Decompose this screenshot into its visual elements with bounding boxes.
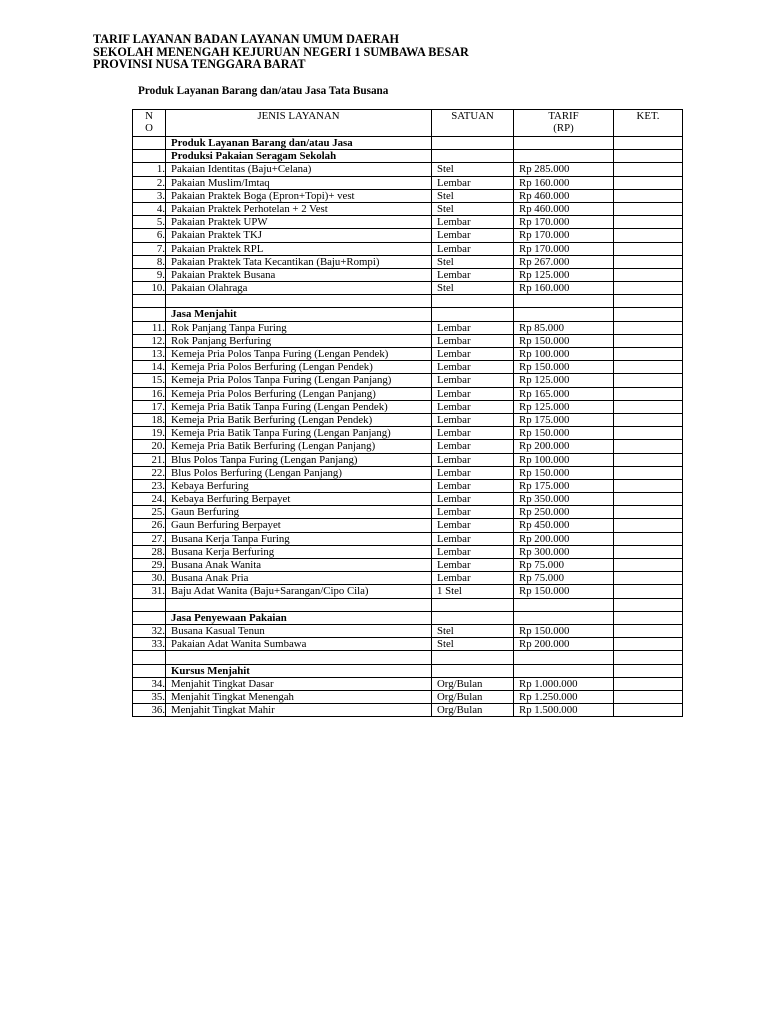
row-tarif: Rp 285.000 <box>514 163 614 176</box>
row-number: 30. <box>133 572 166 585</box>
table-row <box>133 282 683 295</box>
row-number: 13. <box>133 348 166 361</box>
row-tarif: Rp 170.000 <box>514 242 614 255</box>
row-jenis-layanan: Kemeja Pria Polos Berfuring (Lengan Pendek) <box>166 361 432 374</box>
row-number: 31. <box>133 585 166 598</box>
blank-cell <box>432 295 514 308</box>
row-number: 20. <box>133 440 166 453</box>
row-number: 4. <box>133 202 166 215</box>
row-jenis-layanan: Pakaian Adat Wanita Sumbawa <box>166 638 432 651</box>
row-tarif: Rp 450.000 <box>514 519 614 532</box>
row-number: 1. <box>133 163 166 176</box>
row-jenis-layanan: Menjahit Tingkat Menengah <box>166 690 432 703</box>
row-ket <box>614 202 683 215</box>
column-header-no: N O <box>133 110 166 137</box>
row-satuan: Org/Bulan <box>432 677 514 690</box>
header-line-2: SEKOLAH MENENGAH KEJURUAN NEGERI 1 SUMBAWA BESAR <box>93 44 469 59</box>
row-number <box>133 664 166 677</box>
row-satuan <box>432 137 514 150</box>
row-satuan: Org/Bulan <box>432 690 514 703</box>
row-ket <box>614 638 683 651</box>
row-tarif: Rp 125.000 <box>514 400 614 413</box>
table-row <box>133 704 683 717</box>
table-row <box>133 479 683 492</box>
row-ket <box>614 268 683 281</box>
row-number <box>133 150 166 163</box>
row-jenis-layanan: Blus Polos Berfuring (Lengan Panjang) <box>166 466 432 479</box>
row-jenis-layanan: Pakaian Praktek Perhotelan + 2 Vest <box>166 202 432 215</box>
row-jenis-layanan: Kemeja Pria Batik Berfuring (Lengan Pendek) <box>166 413 432 426</box>
section-row <box>133 137 683 150</box>
row-number <box>133 611 166 624</box>
row-satuan: Lembar <box>432 545 514 558</box>
row-tarif: Rp 100.000 <box>514 348 614 361</box>
row-satuan: Lembar <box>432 440 514 453</box>
row-ket <box>614 374 683 387</box>
row-tarif: Rp 1.250.000 <box>514 690 614 703</box>
section-title: Produksi Pakaian Seragam Sekolah <box>166 150 432 163</box>
blank-cell <box>432 598 514 611</box>
row-tarif: Rp 160.000 <box>514 282 614 295</box>
row-tarif <box>514 308 614 321</box>
header-line-3: PROVINSI NUSA TENGGARA BARAT <box>93 57 306 71</box>
row-jenis-layanan: Menjahit Tingkat Dasar <box>166 677 432 690</box>
row-number: 5. <box>133 216 166 229</box>
row-satuan: Lembar <box>432 321 514 334</box>
row-tarif: Rp 460.000 <box>514 202 614 215</box>
row-jenis-layanan: Kemeja Pria Polos Tanpa Furing (Lengan Panjang) <box>166 374 432 387</box>
blank-cell <box>133 651 166 664</box>
row-jenis-layanan: Gaun Berfuring <box>166 506 432 519</box>
blank-cell <box>514 295 614 308</box>
row-ket <box>614 321 683 334</box>
row-jenis-layanan: Menjahit Tingkat Mahir <box>166 704 432 717</box>
row-ket <box>614 150 683 163</box>
table-row <box>133 189 683 202</box>
row-tarif <box>514 664 614 677</box>
row-ket <box>614 532 683 545</box>
blank-cell <box>432 651 514 664</box>
row-tarif: Rp 150.000 <box>514 585 614 598</box>
row-jenis-layanan: Pakaian Identitas (Baju+Celana) <box>166 163 432 176</box>
row-jenis-layanan: Pakaian Praktek Tata Kecantikan (Baju+Rompi) <box>166 255 432 268</box>
blank-cell <box>614 651 683 664</box>
row-satuan: Stel <box>432 624 514 637</box>
table-row <box>133 255 683 268</box>
row-number: 14. <box>133 361 166 374</box>
blank-cell <box>166 295 432 308</box>
row-tarif: Rp 85.000 <box>514 321 614 334</box>
row-number: 28. <box>133 545 166 558</box>
row-tarif: Rp 100.000 <box>514 453 614 466</box>
row-tarif: Rp 150.000 <box>514 361 614 374</box>
row-number: 26. <box>133 519 166 532</box>
row-tarif: Rp 160.000 <box>514 176 614 189</box>
row-number: 8. <box>133 255 166 268</box>
blank-row <box>133 651 683 664</box>
table-row <box>133 638 683 651</box>
row-tarif: Rp 175.000 <box>514 479 614 492</box>
row-jenis-layanan: Baju Adat Wanita (Baju+Sarangan/Cipo Cila) <box>166 585 432 598</box>
row-ket <box>614 493 683 506</box>
row-ket <box>614 690 683 703</box>
row-tarif: Rp 75.000 <box>514 572 614 585</box>
blank-cell <box>614 295 683 308</box>
row-satuan: Lembar <box>432 387 514 400</box>
table-subtitle: Produk Layanan Barang dan/atau Jasa Tata Busana <box>138 85 389 97</box>
table-row <box>133 427 683 440</box>
table-row <box>133 387 683 400</box>
column-header-jenis: JENIS LAYANAN <box>166 110 432 137</box>
section-row <box>133 150 683 163</box>
row-satuan: Lembar <box>432 532 514 545</box>
row-ket <box>614 137 683 150</box>
row-number: 35. <box>133 690 166 703</box>
row-jenis-layanan: Kemeja Pria Polos Tanpa Furing (Lengan Pendek) <box>166 348 432 361</box>
row-tarif: Rp 125.000 <box>514 268 614 281</box>
table-row <box>133 572 683 585</box>
row-ket <box>614 400 683 413</box>
row-number: 7. <box>133 242 166 255</box>
row-number <box>133 137 166 150</box>
row-tarif: Rp 200.000 <box>514 532 614 545</box>
table-row <box>133 400 683 413</box>
row-satuan: Lembar <box>432 479 514 492</box>
row-jenis-layanan: Busana Kasual Tenun <box>166 624 432 637</box>
row-jenis-layanan: Busana Anak Pria <box>166 572 432 585</box>
column-header-tarif: TARIF (RP) <box>514 110 614 137</box>
row-number: 2. <box>133 176 166 189</box>
table-row <box>133 216 683 229</box>
blank-cell <box>133 295 166 308</box>
tariff-table <box>132 109 683 717</box>
row-number: 21. <box>133 453 166 466</box>
blank-cell <box>514 598 614 611</box>
row-number: 22. <box>133 466 166 479</box>
row-satuan: Lembar <box>432 427 514 440</box>
row-satuan: 1 Stel <box>432 585 514 598</box>
row-number: 6. <box>133 229 166 242</box>
table-row <box>133 202 683 215</box>
table-row <box>133 453 683 466</box>
blank-cell <box>514 651 614 664</box>
row-satuan: Stel <box>432 282 514 295</box>
row-satuan <box>432 308 514 321</box>
table-row <box>133 690 683 703</box>
table-row <box>133 545 683 558</box>
row-ket <box>614 664 683 677</box>
row-satuan <box>432 150 514 163</box>
row-ket <box>614 479 683 492</box>
row-number: 29. <box>133 559 166 572</box>
row-tarif: Rp 267.000 <box>514 255 614 268</box>
table-row <box>133 506 683 519</box>
row-jenis-layanan: Pakaian Muslim/Imtaq <box>166 176 432 189</box>
section-title: Jasa Penyewaan Pakaian <box>166 611 432 624</box>
row-ket <box>614 387 683 400</box>
row-number: 27. <box>133 532 166 545</box>
row-satuan: Lembar <box>432 466 514 479</box>
row-tarif <box>514 611 614 624</box>
table-row <box>133 374 683 387</box>
row-satuan: Lembar <box>432 176 514 189</box>
column-header-ket: KET. <box>614 110 683 137</box>
row-satuan: Lembar <box>432 493 514 506</box>
row-ket <box>614 255 683 268</box>
row-tarif: Rp 200.000 <box>514 440 614 453</box>
section-title: Jasa Menjahit <box>166 308 432 321</box>
row-ket <box>614 506 683 519</box>
row-jenis-layanan: Pakaian Praktek Busana <box>166 268 432 281</box>
row-satuan: Stel <box>432 202 514 215</box>
row-ket <box>614 624 683 637</box>
row-tarif: Rp 150.000 <box>514 624 614 637</box>
row-number: 16. <box>133 387 166 400</box>
table-row <box>133 268 683 281</box>
table-row <box>133 413 683 426</box>
row-tarif: Rp 250.000 <box>514 506 614 519</box>
row-ket <box>614 453 683 466</box>
row-jenis-layanan: Busana Anak Wanita <box>166 559 432 572</box>
row-ket <box>614 559 683 572</box>
row-number: 9. <box>133 268 166 281</box>
row-ket <box>614 361 683 374</box>
row-satuan: Lembar <box>432 216 514 229</box>
row-satuan: Lembar <box>432 361 514 374</box>
row-ket <box>614 572 683 585</box>
row-ket <box>614 176 683 189</box>
row-satuan: Lembar <box>432 413 514 426</box>
blank-cell <box>166 651 432 664</box>
row-jenis-layanan: Busana Kerja Berfuring <box>166 545 432 558</box>
table-row <box>133 677 683 690</box>
row-jenis-layanan: Kemeja Pria Batik Berfuring (Lengan Panjang) <box>166 440 432 453</box>
section-row <box>133 664 683 677</box>
row-satuan: Lembar <box>432 242 514 255</box>
row-satuan: Lembar <box>432 229 514 242</box>
row-ket <box>614 466 683 479</box>
row-tarif <box>514 150 614 163</box>
document-header <box>93 33 469 71</box>
row-jenis-layanan: Pakaian Praktek TKJ <box>166 229 432 242</box>
table-row <box>133 348 683 361</box>
section-row <box>133 611 683 624</box>
row-ket <box>614 427 683 440</box>
section-title: Kursus Menjahit <box>166 664 432 677</box>
row-number: 36. <box>133 704 166 717</box>
row-jenis-layanan: Rok Panjang Berfuring <box>166 334 432 347</box>
row-tarif: Rp 200.000 <box>514 638 614 651</box>
row-tarif: Rp 170.000 <box>514 229 614 242</box>
row-satuan: Lembar <box>432 453 514 466</box>
row-satuan: Org/Bulan <box>432 704 514 717</box>
row-ket <box>614 308 683 321</box>
row-ket <box>614 677 683 690</box>
row-jenis-layanan: Kebaya Berfuring <box>166 479 432 492</box>
row-satuan: Stel <box>432 189 514 202</box>
blank-row <box>133 295 683 308</box>
table-row <box>133 440 683 453</box>
table-row <box>133 585 683 598</box>
row-number: 32. <box>133 624 166 637</box>
blank-cell <box>133 598 166 611</box>
row-satuan: Stel <box>432 638 514 651</box>
row-satuan <box>432 664 514 677</box>
row-number: 19. <box>133 427 166 440</box>
row-satuan: Lembar <box>432 348 514 361</box>
row-ket <box>614 704 683 717</box>
table-row <box>133 624 683 637</box>
row-tarif: Rp 125.000 <box>514 374 614 387</box>
row-ket <box>614 189 683 202</box>
row-jenis-layanan: Rok Panjang Tanpa Furing <box>166 321 432 334</box>
row-ket <box>614 163 683 176</box>
row-ket <box>614 413 683 426</box>
section-title: Produk Layanan Barang dan/atau Jasa <box>166 137 432 150</box>
row-number: 11. <box>133 321 166 334</box>
row-jenis-layanan: Gaun Berfuring Berpayet <box>166 519 432 532</box>
row-satuan: Lembar <box>432 559 514 572</box>
row-ket <box>614 545 683 558</box>
row-ket <box>614 334 683 347</box>
row-jenis-layanan: Kemeja Pria Batik Tanpa Furing (Lengan Panjang) <box>166 427 432 440</box>
table-row <box>133 229 683 242</box>
row-number: 24. <box>133 493 166 506</box>
table-row <box>133 163 683 176</box>
row-number: 25. <box>133 506 166 519</box>
header-line-1: TARIF LAYANAN BADAN LAYANAN UMUM DAERAH <box>93 32 399 46</box>
row-satuan: Stel <box>432 163 514 176</box>
section-row <box>133 308 683 321</box>
row-number: 34. <box>133 677 166 690</box>
row-satuan: Lembar <box>432 519 514 532</box>
table-header-row <box>133 110 683 137</box>
row-satuan: Lembar <box>432 572 514 585</box>
row-satuan: Lembar <box>432 506 514 519</box>
table-row <box>133 176 683 189</box>
row-ket <box>614 282 683 295</box>
row-jenis-layanan: Pakaian Praktek UPW <box>166 216 432 229</box>
table-body <box>133 137 683 717</box>
table-row <box>133 361 683 374</box>
row-ket <box>614 519 683 532</box>
row-tarif: Rp 150.000 <box>514 427 614 440</box>
table-row <box>133 321 683 334</box>
row-number <box>133 308 166 321</box>
row-tarif: Rp 460.000 <box>514 189 614 202</box>
row-satuan: Lembar <box>432 400 514 413</box>
table-row <box>133 334 683 347</box>
row-ket <box>614 348 683 361</box>
blank-cell <box>166 598 432 611</box>
row-tarif: Rp 165.000 <box>514 387 614 400</box>
row-jenis-layanan: Pakaian Praktek Boga (Epron+Topi)+ vest <box>166 189 432 202</box>
row-tarif: Rp 350.000 <box>514 493 614 506</box>
row-tarif: Rp 1.000.000 <box>514 677 614 690</box>
row-ket <box>614 611 683 624</box>
row-satuan <box>432 611 514 624</box>
row-satuan: Lembar <box>432 268 514 281</box>
row-satuan: Stel <box>432 255 514 268</box>
row-jenis-layanan: Pakaian Olahraga <box>166 282 432 295</box>
row-number: 18. <box>133 413 166 426</box>
row-ket <box>614 585 683 598</box>
row-tarif: Rp 170.000 <box>514 216 614 229</box>
row-jenis-layanan: Kemeja Pria Batik Tanpa Furing (Lengan Pendek) <box>166 400 432 413</box>
row-ket <box>614 440 683 453</box>
table-row <box>133 493 683 506</box>
row-ket <box>614 229 683 242</box>
row-tarif: Rp 1.500.000 <box>514 704 614 717</box>
row-jenis-layanan: Kebaya Berfuring Berpayet <box>166 493 432 506</box>
row-number: 3. <box>133 189 166 202</box>
row-number: 12. <box>133 334 166 347</box>
table-row <box>133 519 683 532</box>
row-tarif: Rp 150.000 <box>514 334 614 347</box>
row-number: 23. <box>133 479 166 492</box>
blank-cell <box>614 598 683 611</box>
table-row <box>133 242 683 255</box>
row-number: 17. <box>133 400 166 413</box>
row-satuan: Lembar <box>432 334 514 347</box>
row-ket <box>614 216 683 229</box>
row-number: 10. <box>133 282 166 295</box>
row-jenis-layanan: Blus Polos Tanpa Furing (Lengan Panjang) <box>166 453 432 466</box>
row-number: 33. <box>133 638 166 651</box>
blank-row <box>133 598 683 611</box>
table-row <box>133 466 683 479</box>
row-ket <box>614 242 683 255</box>
row-jenis-layanan: Pakaian Praktek RPL <box>166 242 432 255</box>
row-tarif: Rp 150.000 <box>514 466 614 479</box>
row-tarif: Rp 75.000 <box>514 559 614 572</box>
row-jenis-layanan: Busana Kerja Tanpa Furing <box>166 532 432 545</box>
row-tarif <box>514 137 614 150</box>
row-jenis-layanan: Kemeja Pria Polos Berfuring (Lengan Panjang) <box>166 387 432 400</box>
row-satuan: Lembar <box>432 374 514 387</box>
row-tarif: Rp 175.000 <box>514 413 614 426</box>
row-number: 15. <box>133 374 166 387</box>
table-row <box>133 559 683 572</box>
row-tarif: Rp 300.000 <box>514 545 614 558</box>
table-row <box>133 532 683 545</box>
column-header-satuan: SATUAN <box>432 110 514 137</box>
